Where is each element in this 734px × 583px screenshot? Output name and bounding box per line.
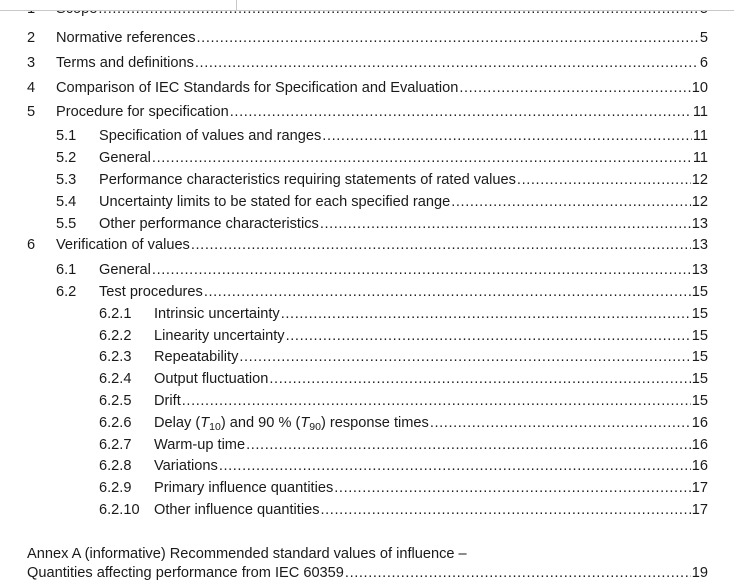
dot-leader	[182, 392, 691, 410]
annex-title-line2: Quantities affecting performance from IEC 60359	[27, 565, 344, 581]
dot-leader	[246, 436, 691, 454]
toc-entry-number: 6.2.9	[99, 480, 132, 496]
toc-entry-title: Uncertainty limits to be stated for each specified range	[99, 194, 451, 210]
toc-entry[interactable]	[0, 27, 708, 47]
toc-entry-number: 5	[27, 104, 36, 120]
toc-entry-title: Warm-up time	[154, 437, 246, 453]
toc-entry[interactable]	[0, 477, 708, 497]
annex-page: 19	[691, 565, 708, 581]
toc-entry-page: 5	[699, 30, 708, 46]
toc-entry[interactable]	[0, 259, 708, 279]
toc-entry[interactable]	[0, 346, 708, 366]
toc-entry-page: 15	[691, 349, 708, 365]
toc-entry-number: 6.2.2	[99, 328, 132, 344]
toc-entry-title: Drift	[154, 393, 181, 409]
toc-entry-title: Primary influence quantities	[154, 480, 334, 496]
toc-entry-number: 5.3	[56, 172, 77, 188]
toc-entry-page: 16	[691, 437, 708, 453]
page-edge-tick	[236, 0, 237, 10]
toc-entry-page: 10	[691, 80, 708, 96]
toc-entry-number: 6.2.5	[99, 393, 132, 409]
toc-entry[interactable]	[0, 303, 708, 323]
toc-entry-page: 11	[692, 128, 708, 144]
toc-entry-page: 11	[692, 104, 708, 120]
toc-entry-number: 6.2.3	[99, 349, 132, 365]
toc-entry-title: Other performance characteristics	[99, 216, 319, 232]
toc-entry-number: 5.1	[56, 128, 77, 144]
toc-entry-page: 15	[691, 371, 708, 387]
page-top-edge	[0, 0, 734, 11]
toc-entry-title: Terms and definitions	[56, 55, 194, 71]
toc-entry[interactable]	[0, 499, 708, 519]
dot-leader	[152, 149, 692, 167]
dot-leader	[239, 348, 690, 366]
toc-entry[interactable]	[0, 455, 708, 475]
dot-leader	[219, 457, 691, 475]
toc-entry-title: Normative references	[56, 30, 196, 46]
toc-entry-number: 6.2.8	[99, 458, 132, 474]
toc-entry-page: 15	[691, 328, 708, 344]
toc-entry-title: Comparison of IEC Standards for Specification and Evaluation	[56, 80, 459, 96]
toc-entry-title: Specification of values and ranges	[99, 128, 322, 144]
dot-leader	[430, 414, 691, 432]
toc-entry[interactable]	[0, 101, 708, 121]
dot-leader	[281, 305, 691, 323]
dot-leader	[195, 54, 699, 72]
toc-entry-number: 6.2.7	[99, 437, 132, 453]
toc-entry-title: General	[99, 262, 151, 278]
toc-entry-title: Performance characteristics requiring statements of rated values	[99, 172, 516, 188]
toc-entry-title: Other influence quantities	[154, 502, 320, 518]
toc-entry-number: 5.4	[56, 194, 77, 210]
toc-entry-number: 6.2.1	[99, 306, 132, 322]
toc-entry-number: 5.5	[56, 216, 77, 232]
dot-leader	[321, 501, 691, 519]
toc-entry-page: 17	[691, 502, 708, 518]
toc-entry-number: 6	[27, 237, 36, 253]
toc-entry-title: Output fluctuation	[154, 371, 269, 387]
toc-entry-number: 2	[27, 30, 36, 46]
toc-entry[interactable]	[0, 234, 708, 254]
dot-leader	[269, 370, 690, 388]
dot-leader	[345, 565, 691, 582]
toc-entry[interactable]	[0, 390, 708, 410]
toc-entry-number: 6.2	[56, 284, 77, 300]
toc-entry-page: 11	[692, 150, 708, 166]
toc-entry-title: Test procedures	[99, 284, 203, 300]
annex-title-line1: Annex A (informative) Recommended standard values of influence –	[27, 546, 467, 562]
toc-entry[interactable]	[0, 52, 708, 72]
dot-leader	[334, 479, 691, 497]
toc-entry-title: Variations	[154, 458, 218, 474]
toc-entry-title: General	[99, 150, 151, 166]
toc-entry[interactable]	[0, 434, 708, 454]
dot-leader	[230, 103, 692, 121]
toc-entry-page: 13	[691, 216, 708, 232]
dot-leader	[204, 283, 691, 301]
dot-leader	[459, 79, 690, 97]
toc-entry[interactable]	[0, 125, 708, 145]
dot-leader	[197, 29, 699, 47]
toc-entry-number: 5.2	[56, 150, 77, 166]
toc-entry-page: 12	[691, 172, 708, 188]
toc-entry-page: 13	[691, 262, 708, 278]
toc-entry-number: 3	[27, 55, 36, 71]
toc-entry-number: 4	[27, 80, 36, 96]
toc-entry-title: Repeatability	[154, 349, 239, 365]
toc-entry[interactable]	[0, 77, 708, 97]
toc-entry-title: Linearity uncertainty	[154, 328, 285, 344]
toc-entry-number: 6.2.10	[99, 502, 140, 518]
toc-entry-number: 6.2.6	[99, 415, 132, 431]
toc-entry[interactable]	[0, 191, 708, 211]
dot-leader	[320, 215, 691, 233]
toc-entry-page: 16	[691, 415, 708, 431]
toc-entry-title: Verification of values	[56, 237, 190, 253]
toc-entry[interactable]	[0, 325, 708, 345]
toc-entry-title: Procedure for specification	[56, 104, 229, 120]
toc-entry[interactable]	[0, 147, 708, 167]
dot-leader	[517, 171, 691, 189]
toc-entry-page: 12	[691, 194, 708, 210]
dot-leader	[286, 327, 691, 345]
toc-entry-page: 16	[691, 458, 708, 474]
toc-entry-page: 15	[691, 284, 708, 300]
toc-entry[interactable]	[0, 213, 708, 233]
dot-leader	[322, 127, 692, 145]
toc-entry[interactable]	[0, 169, 708, 189]
toc-entry-title: Delay $(T_{10})$ and 90 % $(T_{90})$ response times	[154, 415, 429, 432]
toc-entry-page: 17	[691, 480, 708, 496]
toc-entry[interactable]	[0, 281, 708, 301]
toc-entry-number: 6.1	[56, 262, 77, 278]
toc-entry[interactable]	[0, 368, 708, 388]
toc-entry-page: 6	[699, 55, 708, 71]
toc-entry[interactable]	[0, 412, 708, 432]
toc-entry-title: Intrinsic uncertainty	[154, 306, 280, 322]
toc-entry-page: 15	[691, 393, 708, 409]
dot-leader	[191, 236, 691, 254]
toc-entry-page: 15	[691, 306, 708, 322]
toc-entry-page: 13	[691, 237, 708, 253]
dot-leader	[451, 193, 691, 211]
toc-entry-number: 6.2.4	[99, 371, 132, 387]
dot-leader	[152, 261, 691, 279]
